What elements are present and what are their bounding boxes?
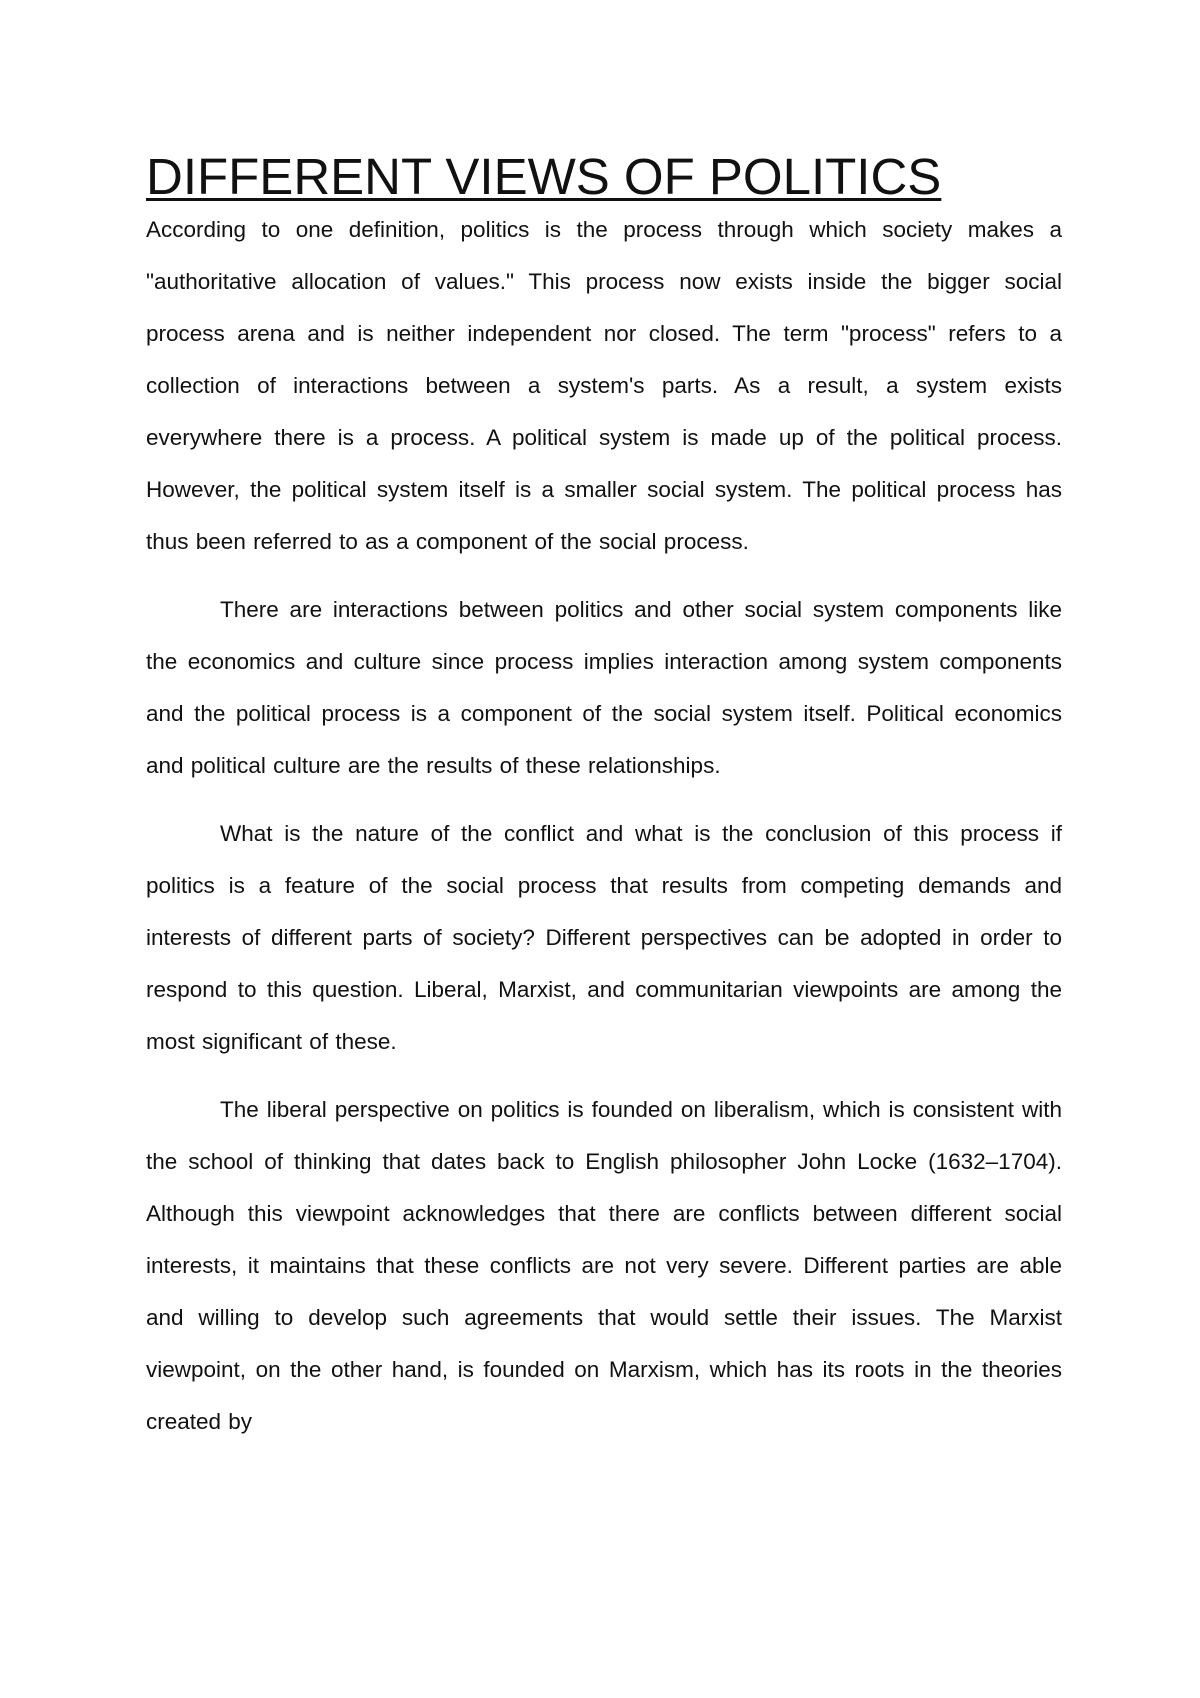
paragraph-conflict-question: What is the nature of the conflict and what is the conclusion of this process if politics is a feature of the social process that results from competing demands and interests of different parts of society? Different perspectives can be adopted in order to respond to this question. Liberal, Marxist, and communitarian viewpoints are among the most significant of these. <box>146 821 1062 1054</box>
document-title: DIFFERENT VIEWS OF POLITICS <box>146 148 942 205</box>
paragraph-liberal-perspective: The liberal perspective on politics is founded on liberalism, which is consistent with the school of thinking that dates back to English philosopher John Locke (1632–1704). Although this viewpoint acknowledges that there are conflicts between different social interests, it maintains that these conflicts are not very severe. Different parties are able and willing to develop such agreements that would settle their issues. The Marxist viewpoint, on the other hand, is founded on Marxism, which has its roots in the theories created by <box>146 1097 1062 1434</box>
document-body <box>146 148 1062 1448</box>
paragraph-interactions: There are interactions between politics and other social system components like the economics and culture since process implies interaction among system components and the political process is a component of the social system itself. Political economics and political culture are the results of these relationships. <box>146 597 1062 778</box>
paragraph-definition: According to one definition, politics is the process through which society makes a "authoritative allocation of values." This process now exists inside the bigger social process arena and is neither independent nor closed. The term "process" refers to a collection of interactions between a system's parts. As a result, a system exists everywhere there is a process. A political system is made up of the political process. However, the political system itself is a smaller social system. The political process has thus been referred to as a component of the social process. <box>146 217 1062 554</box>
